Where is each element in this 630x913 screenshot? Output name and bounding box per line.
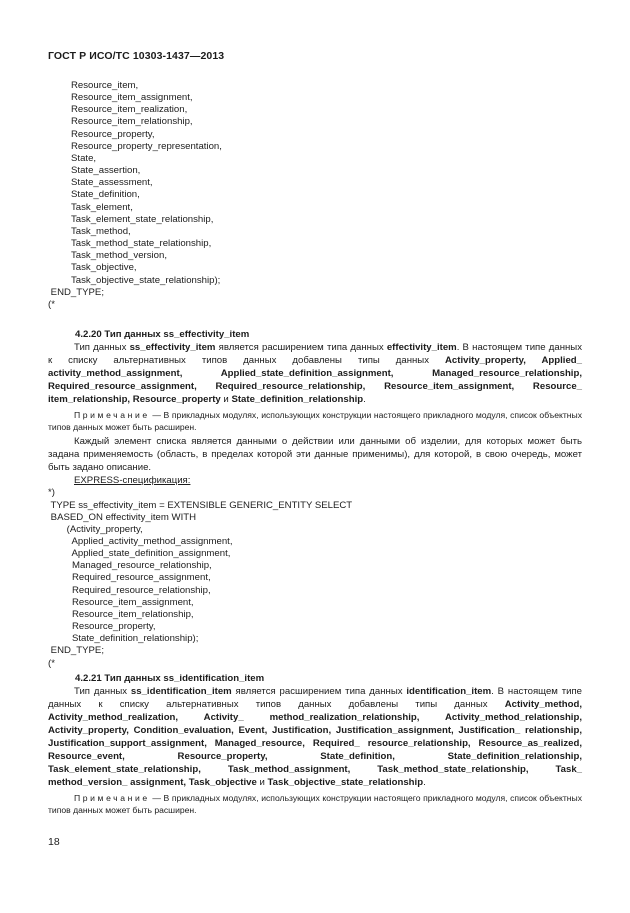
code-line: State_definition_relationship); xyxy=(48,633,199,645)
note-label: Примечание xyxy=(74,409,150,420)
section-heading-4-2-20: 4.2.20 Тип данных ss_effectivity_item xyxy=(75,329,250,340)
code-line: Resource_property, xyxy=(71,128,155,140)
type-name: ss_identification_item xyxy=(130,685,232,697)
code-line: Task_method_state_relationship, xyxy=(71,238,212,250)
text-run: является расширением типа данных xyxy=(215,342,387,354)
code-line: *) xyxy=(48,487,55,499)
code-line: Resource_item, xyxy=(71,80,139,91)
note xyxy=(48,409,582,433)
code-line: Resource_property_representation, xyxy=(71,140,222,152)
paragraph xyxy=(48,341,582,406)
type-name: Task_objective_state_relationship xyxy=(267,777,424,789)
paragraph: Каждый элемент списка является данными о действии или данными об изделии, для которых может быть задана применяемость (область, в пределах которой эти данные применимы), для которой, в свою очередь, может быть задано описание. xyxy=(48,435,582,474)
type-name: identification_item xyxy=(406,685,492,697)
code-line: Task_element_state_relationship, xyxy=(71,213,214,225)
page-number: 18 xyxy=(48,836,60,848)
type-name: effectivity_item xyxy=(386,342,457,354)
code-line: Applied_activity_method_assignment, xyxy=(48,535,233,547)
code-line: Task_objective_state_relationship); xyxy=(71,274,221,286)
section-heading-4-2-21: 4.2.21 Тип данных ss_identification_item xyxy=(75,672,265,684)
code-line: Applied_state_definition_assignment, xyxy=(48,548,231,560)
text-run: . В настоящем типе данных к списку альтернативных типов данных добавлены типы данных xyxy=(48,685,583,710)
code-line: Resource_item_assignment, xyxy=(71,92,193,104)
code-line: END_TYPE; xyxy=(48,645,104,657)
code-line: State_definition, xyxy=(71,189,140,201)
code-line: Required_resource_assignment, xyxy=(48,572,211,584)
note-text: — В прикладных модулях, использующих конструкции настоящего прикладного модуля, список объектных типов данных может быть расширен. xyxy=(48,792,582,815)
note-text: — В прикладных модулях, использующих конструкции настоящего прикладного модуля, список объектных типов данных может быть расширен. xyxy=(48,409,582,432)
code-line: (Activity_property, xyxy=(48,523,143,535)
code-line: Managed_resource_relationship, xyxy=(48,560,212,572)
text-run: . xyxy=(423,777,426,789)
note-label: Примечание xyxy=(74,792,150,803)
code-line: (* xyxy=(48,657,55,669)
code-line: BASED_ON effectivity_item WITH xyxy=(48,511,197,523)
code-line: Task_method, xyxy=(71,225,131,237)
type-list: Activity_method, Activity_method_realization, Activity_ method_realization_relationship, Activity_method_relationship, Activity_property, Condition_evaluation, Event, Justification, Justification_assignment, Justification_ relationship, Justification_support_assignment, Managed_resource, Required_ resource_relationship, Resource_as_realized, Resource_event, Resource_property, State_definition, State_definition_relationship, Task_element_state_relationship, Task_method_assignment, Task_method_state_relationship, Task_ method_version_ assignment, Task_objective xyxy=(48,698,582,789)
code-line: State_assessment, xyxy=(71,177,153,189)
code-line: Task_method_version, xyxy=(71,250,167,262)
text-run: . В настоящем типе данных к списку альтернативных типов данных добавлены типы данных xyxy=(48,342,582,367)
code-line: Resource_item_assignment, xyxy=(48,596,194,608)
code-line: Resource_property, xyxy=(48,621,156,633)
express-code-block xyxy=(0,487,582,669)
code-line: Resource_item_realization, xyxy=(71,104,188,116)
text-run: и xyxy=(220,394,232,406)
code-line: TYPE ss_effectivity_item = EXTENSIBLE GENERIC_ENTITY SELECT xyxy=(48,499,353,511)
text-run: Тип данных xyxy=(74,342,130,354)
code-line: Required_resource_relationship, xyxy=(48,584,211,596)
document-body xyxy=(48,328,582,816)
code-line: END_TYPE; xyxy=(48,286,104,298)
text-run: . xyxy=(363,394,366,406)
code-line: State_assertion, xyxy=(71,165,141,177)
code-line: Task_element, xyxy=(71,201,133,213)
type-name: State_definition_relationship xyxy=(231,394,364,406)
text-run: является расширением типа данных xyxy=(231,685,407,697)
code-line: Task_objective, xyxy=(71,262,137,274)
text-run: Тип данных xyxy=(74,685,131,697)
express-code-top xyxy=(0,80,630,311)
code-line: Resource_item_relationship, xyxy=(48,608,194,620)
express-spec-label xyxy=(48,474,582,487)
type-name: ss_effectivity_item xyxy=(129,342,216,354)
code-line: State, xyxy=(71,152,97,164)
page-header-title: ГОСТ Р ИСО/ТС 10303-1437—2013 xyxy=(48,50,225,62)
paragraph xyxy=(48,685,582,790)
type-list: Activity_property, Applied_ activity_method_assignment, Applied_state_definition_assignment, Managed_resource_relationship, Required_resource_assignment, Required_resource_relationship, Resource_item_assignment, Resource_ item_relationship, Resource_property xyxy=(48,355,583,406)
code-line: (* xyxy=(48,298,55,310)
note xyxy=(48,792,582,816)
code-line: Resource_item_relationship, xyxy=(71,116,193,128)
text-run: и xyxy=(256,777,268,789)
express-spec-label-text: EXPRESS-спецификация: xyxy=(74,475,191,487)
